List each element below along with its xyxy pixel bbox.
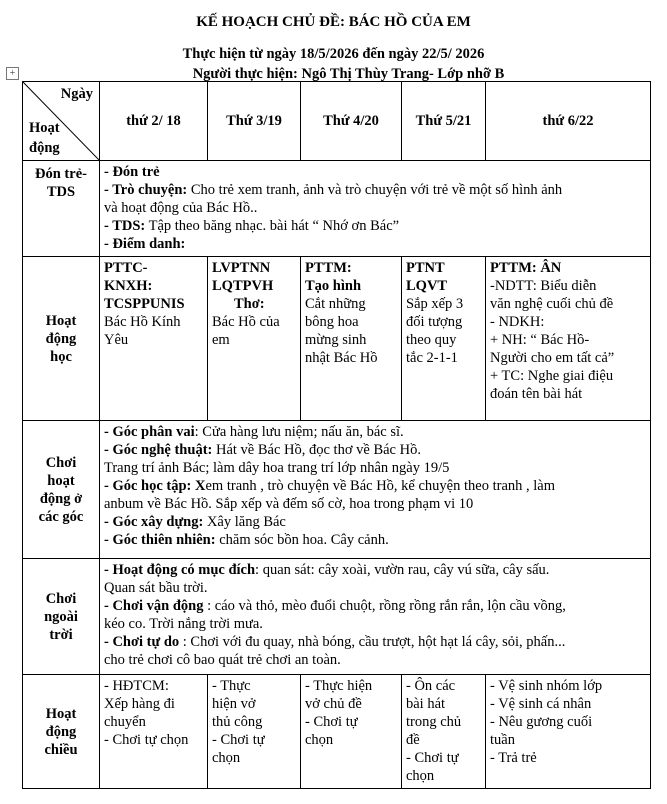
corner-activity-label: Hoạt động: [29, 120, 60, 156]
row-label-don-tre: Đón trẻ- TDS: [23, 161, 100, 257]
tro-chuyen-text: Cho trẻ xem tranh, ảnh và trò chuyện với trẻ về một số hình ảnh: [187, 182, 563, 198]
table-move-handle-icon[interactable]: +: [6, 67, 19, 80]
hoc-thu: PTNT LQVT Sắp xếp 3 đối tượng theo quy tắc 2-1-1: [402, 257, 486, 421]
hoc-mon: PTTC- KNXH: TCSPPUNIS Bác Hồ Kính Yêu: [100, 257, 208, 421]
chieu-mon: - HĐTCM: Xếp hàng đi chuyển - Chơi tự chọn: [100, 675, 208, 789]
don-tre-content: [100, 161, 651, 257]
plan-teacher: Người thực hiện: Ngô Thị Thùy Trang- Lớp nhỡ B: [192, 66, 505, 82]
hoc-tue: LVPTNN LQTPVH Thơ: Bác Hồ của em: [208, 257, 301, 421]
diem-danh-label: - Điểm danh:: [104, 236, 186, 252]
corner-cell: [23, 82, 100, 161]
corner-day-label: Ngày: [60, 86, 93, 102]
hoc-fri: PTTM: ÂN -NDTT: Biểu diễn văn nghệ cuối chủ đề - NDKH: + NH: “ Bác Hồ- Người cho em tất cả” + TC: Nghe giai điệu đoán tên bài hát: [486, 257, 651, 421]
day-header-mon: thứ 2/ 18: [100, 82, 208, 161]
tro-chuyen-text-cont: và hoạt động của Bác Hồ..: [104, 200, 258, 216]
day-header-thu: Thứ 5/21: [402, 82, 486, 161]
hoc-wed: PTTM: Tạo hình Cắt những bông hoa mừng sinh nhật Bác Hồ: [301, 257, 402, 421]
row-label-hoat-dong-hoc: Hoạt động học: [23, 257, 100, 421]
chieu-wed: - Thực hiện vở chủ đề - Chơi tự chọn: [301, 675, 402, 789]
day-header-wed: Thứ 4/20: [301, 82, 402, 161]
row-label-hoat-dong-chieu: Hoạt động chiều: [23, 675, 100, 789]
day-header-tue: Thứ 3/19: [208, 82, 301, 161]
plan-title: KẾ HOẠCH CHỦ ĐỀ: BÁC HỒ CỦA EM: [196, 14, 471, 30]
plan-dates: Thực hiện từ ngày 18/5/2026 đến ngày 22/5/ 2026: [182, 46, 485, 62]
choi-ngoai-troi-content: - Hoạt động có mục đích: quan sát: cây xoài, vườn rau, cây vú sữa, cây sấu. Quan sát bầu trời. - Chơi vận động : cáo và thỏ, mèo đuổi chuột, rồng rồng rắn rắn, lộn cầu vồng, kéo co. Trời nắng trời mưa. - Chơi tự do : Chơi với đu quay, nhà bóng, cầu trượt, hột hạt lá cây, sỏi, phấn... cho trẻ chơi cô bao quát trẻ chơi an toàn.: [100, 559, 651, 675]
don-tre-line-1: - Đón trẻ: [104, 164, 160, 180]
chieu-fri: - Vệ sinh nhóm lớp - Vệ sinh cá nhân - Nêu gương cuối tuần - Trả trẻ: [486, 675, 651, 789]
row-label-choi-goc: Chơi hoạt động ở các góc: [23, 421, 100, 559]
tds-label: - TDS:: [104, 218, 146, 234]
chieu-thu: - Ôn các bài hát trong chủ đề - Chơi tự chọn: [402, 675, 486, 789]
row-label-choi-ngoai-troi: Chơi ngoài trời: [23, 559, 100, 675]
choi-goc-content: - Góc phân vai: Cửa hàng lưu niệm; nấu ăn, bác sĩ. - Góc nghệ thuật: Hát về Bác Hồ, đọc thơ về Bác Hồ. Trang trí ảnh Bác; làm dây hoa trang trí lớp nhân ngày 19/5 - Góc học tập: Xem tranh , trò chuyện về Bác Hồ, kể chuyện theo tranh , làm anbum về Bác Hồ. Sắp xếp và đếm số cờ, hoa trong phạm vi 10 - Góc xây dựng: Xây lăng Bác - Góc thiên nhiên: chăm sóc bồn hoa. Cây cảnh.: [100, 421, 651, 559]
day-header-fri: thứ 6/22: [486, 82, 651, 161]
chieu-tue: - Thực hiện vở thủ công - Chơi tự chọn: [208, 675, 301, 789]
tro-chuyen-label: - Trò chuyện:: [104, 182, 188, 198]
tds-text: Tập theo băng nhạc. bài hát “ Nhớ ơn Bác”: [145, 218, 400, 234]
plan-table: [22, 81, 651, 789]
